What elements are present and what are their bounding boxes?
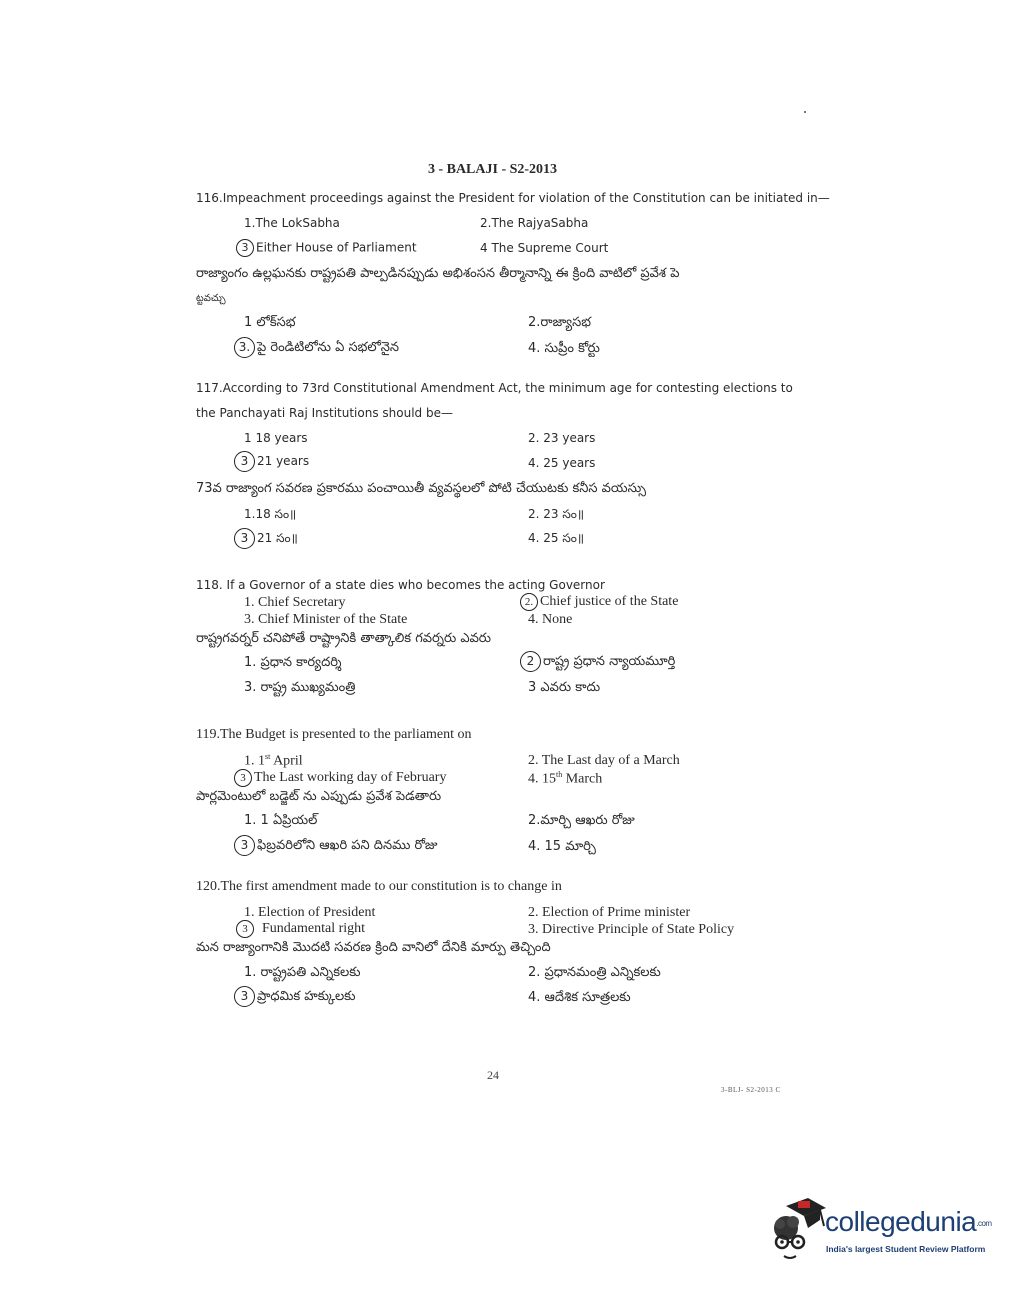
q117-option-1: 1 18 years (244, 431, 308, 445)
q116-question-te-cont: ట్టవచ్చు (196, 293, 226, 304)
q119-option-4-num: 4. 15 (528, 771, 556, 787)
q118-te-answer-circle: 2 (520, 651, 541, 672)
q116-answer-circle: 3 (236, 239, 254, 257)
q117-te-option-3 (234, 528, 298, 549)
q117-answer-circle: 3 (234, 451, 255, 472)
q116-te-option-3 (234, 337, 399, 358)
q116-option-3-text: Either House of Parliament (256, 240, 417, 255)
q120-question-te: మన రాజ్యాంగానికి మొదటి సవరణ క్రింది వానిలో దేనికి మార్పు తెచ్చింది (196, 940, 551, 955)
q119-option-2: 2. The Last day of a March (528, 753, 680, 768)
q120-te-option-1: 1. రాష్ట్రపతి ఎన్నికలకు (244, 965, 361, 980)
q119-option-3-text: The Last working day of February (254, 770, 447, 786)
logo-name: collegedunia (825, 1206, 977, 1237)
q119-te-option-2: 2.మార్చి ఆఖరు రోజు (528, 813, 635, 828)
q118-te-option-2 (520, 651, 675, 672)
collegedunia-logo (768, 1198, 998, 1268)
q118-option-3: 3. Chief Minister of the State (244, 612, 408, 627)
q119-te-option-3-text: ఫిబ్రవరిలోని ఆఖరి పని దినము రోజు (257, 838, 438, 853)
q119-option-1 (244, 752, 303, 770)
q116-option-3 (236, 239, 417, 257)
q120-option-3-text: Fundamental right (262, 921, 366, 937)
q117-te-answer-circle: 3 (234, 528, 255, 549)
q120-te-option-3 (234, 986, 355, 1007)
q118-te-option-1: 1. ప్రధాన కార్యదర్శి (244, 655, 342, 670)
q120-option-3 (236, 920, 365, 938)
q120-question-en: 120.The first amendment made to our constitution is to change in (196, 879, 562, 894)
q117-option-4: 4. 25 years (528, 456, 596, 470)
q120-option-2: 2. Election of Prime minister (528, 905, 691, 920)
page-number: 24 (487, 1068, 499, 1082)
q119-option-4-sup: th (556, 770, 563, 779)
q119-option-1-text: April (270, 753, 303, 769)
q116-te-option-4: 4. సుప్రీం కోర్టు (528, 341, 600, 356)
q117-question-en-cont: the Panchayati Raj Institutions should be— (196, 406, 453, 420)
q119-option-4 (528, 770, 602, 788)
q116-option-2: 2.The RajyaSabha (480, 216, 589, 230)
q119-option-1-num: 1. 1 (244, 753, 265, 769)
q119-option-3 (234, 769, 446, 787)
q119-te-option-3 (234, 835, 438, 856)
q118-option-4: 4. None (528, 612, 573, 627)
q119-answer-circle: 3 (234, 769, 252, 787)
page-header: 3 - BALAJI - S2-2013 (427, 162, 558, 177)
q120-te-option-4: 4. ఆదేశిక సూత్రలకు (528, 990, 631, 1005)
q119-question-en: 119.The Budget is presented to the parliament on (196, 727, 472, 742)
q117-te-option-1: 1.18 సం॥ (244, 507, 297, 521)
q119-te-option-1: 1. 1 ఏప్రియల్ (244, 813, 318, 828)
q119-te-option-4: 4. 15 మార్చి (528, 839, 596, 854)
q119-te-answer-circle: 3 (234, 835, 255, 856)
logo-suffix: .com (976, 1219, 992, 1229)
q117-te-option-3-text: 21 సం॥ (257, 531, 298, 545)
mascot-icon (768, 1198, 828, 1268)
q117-option-2: 2. 23 years (528, 431, 596, 445)
q117-option-3-text: 21 years (257, 454, 310, 468)
q118-answer-circle: 2. (520, 593, 538, 611)
logo-wordmark (825, 1206, 992, 1238)
q117-question-te: 73వ రాజ్యాంగ సవరణ ప్రకారము పంచాయితీ వ్యవస్థలలో పోటి చేయుటకు కనీస వయస్సు (196, 481, 646, 496)
q118-option-2-text: Chief justice of the State (540, 594, 679, 610)
q120-te-option-2: 2. ప్రధానమంత్రి ఎన్నికలకు (528, 965, 661, 980)
q117-te-option-4: 4. 25 సం॥ (528, 531, 585, 545)
q118-te-option-2-text: రాష్ట్ర ప్రధాన న్యాయమూర్తి (543, 654, 676, 669)
q116-te-option-1: 1 లోక్‌సభ (244, 315, 296, 330)
scan-speck (804, 111, 806, 113)
q117-option-3 (234, 451, 309, 472)
q120-option-4: 3. Directive Principle of State Policy (528, 922, 735, 937)
q116-te-answer-circle: 3. (234, 337, 255, 358)
q116-question-en: 116.Impeachment proceedings against the President for violation of the Constitution can be initiated in— (196, 191, 830, 205)
q120-te-option-3-text: ప్రాధమిక హక్కులకు (257, 989, 356, 1004)
q118-option-1: 1. Chief Secretary (244, 595, 346, 610)
q119-option-4-text: March (562, 771, 603, 787)
q120-option-1: 1. Election of President (244, 905, 376, 920)
q118-question-te: రాష్ట్రగవర్నర్ చనిపోతే రాష్ట్రానికి తాత్కాలిక గవర్నరు ఎవరు (196, 631, 492, 646)
q119-question-te: పార్లమెంటులో బడ్జెట్ ను ఎప్పుడు ప్రవేశ పెడతారు (196, 789, 442, 804)
q116-option-4: 4 The Supreme Court (480, 241, 609, 255)
q118-option-2 (520, 593, 678, 611)
q116-question-te: రాజ్యాంగం ఉల్లఘనకు రాష్ట్రపతి పాల్పడినప్పుడు అభిశంసన తీర్మానాన్ని ఈ క్రింది వాటిలో ప్రవేశ పె (196, 266, 680, 281)
q119-option-1-sup: st (265, 752, 271, 761)
q116-option-1: 1.The LokSabha (244, 216, 340, 230)
paper-code: 3-BLJ- S2-2013 C (721, 1086, 781, 1094)
q117-question-en: 117.According to 73rd Constitutional Amendment Act, the minimum age for contesting elections to (196, 381, 793, 395)
q116-te-option-3-text: పై రెండిటిలోను ఏ సభలోనైన (257, 340, 400, 355)
logo-tagline: India's largest Student Review Platform (826, 1244, 986, 1254)
q118-te-option-4: 3 ఎవరు కాదు (528, 680, 601, 695)
q118-te-option-3: 3. రాష్ట్ర ముఖ్యమంత్రి (244, 680, 356, 695)
q118-question-en: 118. If a Governor of a state dies who becomes the acting Governor (196, 578, 605, 592)
q117-te-option-2: 2. 23 సం॥ (528, 507, 585, 521)
q120-te-answer-circle: 3 (234, 986, 255, 1007)
q116-te-option-2: 2.రాజ్యాసభ (528, 315, 592, 330)
q120-answer-circle: 3 (236, 920, 254, 938)
